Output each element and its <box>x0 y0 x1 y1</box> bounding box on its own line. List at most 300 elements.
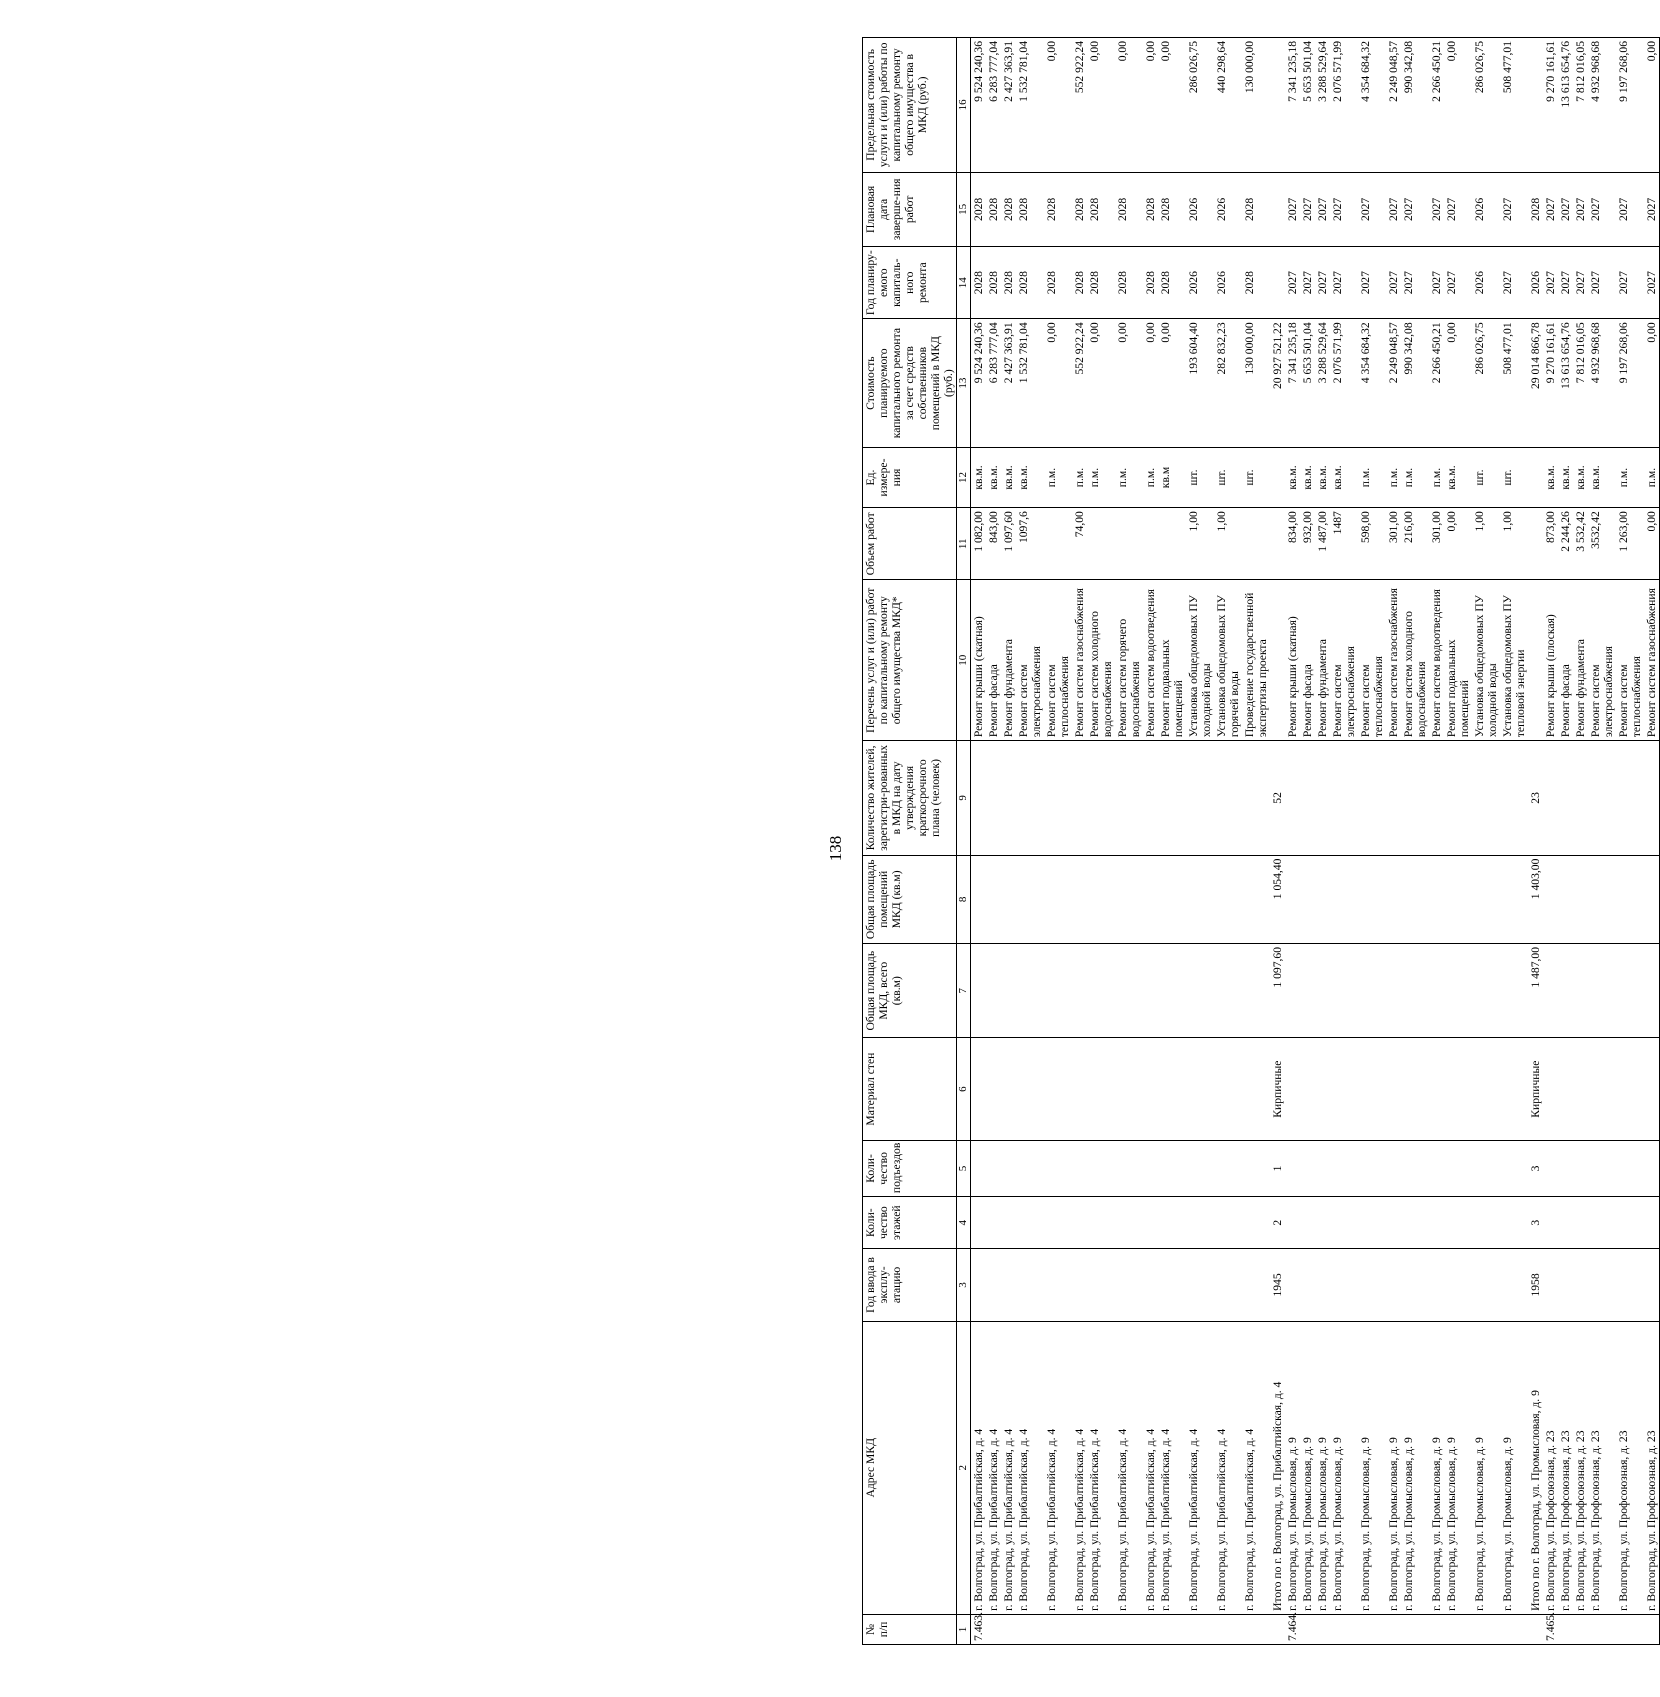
unit-cell: кв.м. <box>1285 447 1300 507</box>
wall-material-cell <box>1186 1038 1214 1140</box>
floors-cell <box>1242 1197 1270 1249</box>
work-volume-cell: 1,00 <box>1500 508 1528 580</box>
row-number-cell <box>1401 1614 1429 1644</box>
row-number-cell <box>1330 1614 1358 1644</box>
max-cost-cell <box>1528 38 1543 173</box>
floors-cell <box>1300 1197 1315 1249</box>
address-cell: г. Волгоград, ул. Прибалтийская, д. 4 <box>1087 1321 1115 1614</box>
table-row <box>1500 38 1528 1645</box>
wall-material-cell: Кирпичные <box>1270 1038 1285 1140</box>
premises-area-cell <box>1072 855 1087 943</box>
year-built-cell <box>1386 1249 1401 1321</box>
row-number-cell <box>1472 1614 1500 1644</box>
premises-area-cell <box>1588 855 1616 943</box>
entrances-cell <box>1087 1140 1115 1196</box>
total-area-cell: 1 097,60 <box>1270 944 1285 1038</box>
work-volume-cell: 834,00 <box>1285 508 1300 580</box>
table-row <box>1401 38 1429 1645</box>
wall-material-cell <box>1143 1038 1158 1140</box>
unit-cell: кв.м. <box>1543 447 1558 507</box>
address-cell: г. Волгоград, ул. Профсоюзная, д. 23 <box>1616 1321 1644 1614</box>
residents-cell <box>1644 741 1660 855</box>
completion-date-cell: 2027 <box>1401 172 1429 246</box>
floors-cell <box>1386 1197 1401 1249</box>
unit-cell: кв.м. <box>971 447 987 507</box>
residents-cell <box>1044 741 1072 855</box>
floors-cell: 2 <box>1270 1197 1285 1249</box>
repair-year-cell: 2028 <box>1115 247 1143 319</box>
floors-cell <box>971 1197 987 1249</box>
unit-cell: п.м. <box>1087 447 1115 507</box>
premises-area-cell <box>971 855 987 943</box>
completion-date-cell: 2028 <box>1072 172 1087 246</box>
residents-cell <box>1616 741 1644 855</box>
year-built-cell <box>1158 1249 1186 1321</box>
column-number: 10 <box>957 580 971 741</box>
entrances-cell <box>1242 1140 1270 1196</box>
year-built-cell <box>1543 1249 1558 1321</box>
table-row <box>1543 38 1558 1645</box>
work-volume-cell: 873,00 <box>1543 508 1558 580</box>
table-row <box>1644 38 1660 1645</box>
completion-date-cell: 2028 <box>1158 172 1186 246</box>
entrances-cell <box>1444 1140 1472 1196</box>
premises-area-cell <box>1472 855 1500 943</box>
planned-cost-cell: 3 288 529,64 <box>1315 319 1330 448</box>
residents-cell <box>1330 741 1358 855</box>
planned-cost-cell: 13 613 654,76 <box>1558 319 1573 448</box>
work-type-cell: Ремонт крыши (скатная) <box>1285 580 1300 741</box>
row-number-cell: 7.464. <box>1285 1614 1300 1644</box>
max-cost-cell: 286 026,75 <box>1186 38 1214 173</box>
floors-cell <box>1315 1197 1330 1249</box>
completion-date-cell: 2027 <box>1386 172 1401 246</box>
residents-cell <box>1115 741 1143 855</box>
address-cell: г. Волгоград, ул. Прибалтийская, д. 4 <box>1143 1321 1158 1614</box>
repair-year-cell <box>1270 247 1285 319</box>
max-cost-cell: 0,00 <box>1115 38 1143 173</box>
planned-cost-cell: 4 354 684,32 <box>1358 319 1386 448</box>
work-volume-cell <box>1270 508 1285 580</box>
header-cell: Ед. измере-ния <box>863 447 957 507</box>
repair-year-cell: 2027 <box>1616 247 1644 319</box>
wall-material-cell <box>971 1038 987 1140</box>
wall-material-cell <box>1386 1038 1401 1140</box>
wall-material-cell <box>1573 1038 1588 1140</box>
wall-material-cell <box>1444 1038 1472 1140</box>
work-volume-cell <box>1087 508 1115 580</box>
entrances-cell <box>1386 1140 1401 1196</box>
unit-cell: кв.м. <box>1558 447 1573 507</box>
total-area-cell <box>1300 944 1315 1038</box>
work-type-cell: Ремонт фундамента <box>1315 580 1330 741</box>
work-volume-cell: 3532,42 <box>1588 508 1616 580</box>
table-row <box>1087 38 1115 1645</box>
work-volume-cell <box>1528 508 1543 580</box>
unit-cell <box>1528 447 1543 507</box>
max-cost-cell <box>1270 38 1285 173</box>
table-row <box>1214 38 1242 1645</box>
work-volume-cell: 1097,6 <box>1016 508 1044 580</box>
repair-year-cell: 2027 <box>1315 247 1330 319</box>
address-cell: г. Волгоград, ул. Прибалтийская, д. 4 <box>1214 1321 1242 1614</box>
address-cell: г. Волгоград, ул. Прибалтийская, д. 4 <box>1044 1321 1072 1614</box>
wall-material-cell <box>986 1038 1001 1140</box>
planned-cost-cell: 282 832,23 <box>1214 319 1242 448</box>
premises-area-cell: 1 054,40 <box>1270 855 1285 943</box>
work-type-cell <box>1528 580 1543 741</box>
header-cell: Материал стен <box>863 1038 957 1140</box>
planned-cost-cell: 2 427 363,91 <box>1001 319 1016 448</box>
floors-cell <box>1573 1197 1588 1249</box>
repair-year-cell: 2026 <box>1472 247 1500 319</box>
work-type-cell: Ремонт систем водоотведения <box>1143 580 1158 741</box>
wall-material-cell <box>1242 1038 1270 1140</box>
total-area-cell <box>1087 944 1115 1038</box>
floors-cell <box>1500 1197 1528 1249</box>
header-cell: Год планиру-емого капиталь-ного ремонта <box>863 247 957 319</box>
unit-cell: шт. <box>1214 447 1242 507</box>
completion-date-cell: 2028 <box>1115 172 1143 246</box>
repair-year-cell: 2026 <box>1214 247 1242 319</box>
year-built-cell <box>1087 1249 1115 1321</box>
table-row <box>1444 38 1472 1645</box>
premises-area-cell <box>1330 855 1358 943</box>
address-cell: г. Волгоград, ул. Профсоюзная, д. 23 <box>1588 1321 1616 1614</box>
floors-cell <box>1087 1197 1115 1249</box>
table-row <box>986 38 1001 1645</box>
repair-year-cell: 2027 <box>1358 247 1386 319</box>
total-area-cell <box>1644 944 1660 1038</box>
repair-year-cell: 2027 <box>1588 247 1616 319</box>
planned-cost-cell: 990 342,08 <box>1401 319 1429 448</box>
header-cell: Плановая дата заверше-ния работ <box>863 172 957 246</box>
floors-cell <box>1558 1197 1573 1249</box>
header-cell: Перечень услуг и (или) работ по капитальному ремонту общего имущества МКД* <box>863 580 957 741</box>
total-area-cell <box>1044 944 1072 1038</box>
entrances-cell <box>1115 1140 1143 1196</box>
repair-year-cell: 2028 <box>1143 247 1158 319</box>
work-type-cell: Ремонт фасада <box>1558 580 1573 741</box>
completion-date-cell: 2028 <box>1001 172 1016 246</box>
repair-year-cell: 2028 <box>986 247 1001 319</box>
premises-area-cell <box>1285 855 1300 943</box>
total-area-cell <box>1285 944 1300 1038</box>
completion-date-cell <box>1270 172 1285 246</box>
address-cell: г. Волгоград, ул. Профсоюзная, д. 23 <box>1558 1321 1573 1614</box>
residents-cell <box>986 741 1001 855</box>
year-built-cell <box>1573 1249 1588 1321</box>
unit-cell: п.м. <box>1072 447 1087 507</box>
wall-material-cell <box>1158 1038 1186 1140</box>
work-type-cell: Ремонт систем холодного водоснабжения <box>1087 580 1115 741</box>
work-type-cell: Проведение государственной экспертизы проекта <box>1242 580 1270 741</box>
work-volume-cell: 1,00 <box>1186 508 1214 580</box>
completion-date-cell: 2027 <box>1616 172 1644 246</box>
table-row <box>1358 38 1386 1645</box>
premises-area-cell <box>1044 855 1072 943</box>
work-type-cell: Установка общедомовых ПУ тепловой энергии <box>1500 580 1528 741</box>
residents-cell <box>1573 741 1588 855</box>
total-area-cell <box>1358 944 1386 1038</box>
table-row <box>1242 38 1270 1645</box>
residents-cell <box>1214 741 1242 855</box>
residents-cell <box>1315 741 1330 855</box>
column-number: 6 <box>957 1038 971 1140</box>
repair-year-cell: 2028 <box>971 247 987 319</box>
work-volume-cell: 2 244,26 <box>1558 508 1573 580</box>
planned-cost-cell: 0,00 <box>1644 319 1660 448</box>
unit-cell: п.м. <box>1358 447 1386 507</box>
max-cost-cell: 1 532 781,04 <box>1016 38 1044 173</box>
work-volume-cell: 0,00 <box>1444 508 1472 580</box>
unit-cell: шт. <box>1500 447 1528 507</box>
repair-year-cell: 2027 <box>1644 247 1660 319</box>
floors-cell <box>1143 1197 1158 1249</box>
residents-cell <box>1588 741 1616 855</box>
entrances-cell <box>1472 1140 1500 1196</box>
work-volume-cell <box>1158 508 1186 580</box>
work-type-cell: Ремонт систем электроснабжения <box>1588 580 1616 741</box>
residents-cell <box>1158 741 1186 855</box>
max-cost-cell: 2 427 363,91 <box>1001 38 1016 173</box>
row-number-cell <box>1115 1614 1143 1644</box>
residents-cell <box>1072 741 1087 855</box>
premises-area-cell <box>1500 855 1528 943</box>
total-area-cell: 1 487,00 <box>1528 944 1543 1038</box>
total-area-cell <box>1588 944 1616 1038</box>
table-row <box>1072 38 1087 1645</box>
planned-cost-cell: 2 076 571,99 <box>1330 319 1358 448</box>
work-type-cell: Ремонт систем газоснабжения <box>1644 580 1660 741</box>
row-number-cell <box>1143 1614 1158 1644</box>
wall-material-cell <box>1429 1038 1444 1140</box>
floors-cell <box>1072 1197 1087 1249</box>
column-number: 11 <box>957 508 971 580</box>
entrances-cell <box>1186 1140 1214 1196</box>
repair-year-cell: 2027 <box>1500 247 1528 319</box>
table-row <box>1429 38 1444 1645</box>
column-number: 14 <box>957 247 971 319</box>
column-number: 9 <box>957 741 971 855</box>
address-cell: г. Волгоград, ул. Промысловая, д. 9 <box>1285 1321 1300 1614</box>
work-volume-cell <box>1143 508 1158 580</box>
floors-cell <box>1016 1197 1044 1249</box>
wall-material-cell <box>1072 1038 1087 1140</box>
max-cost-cell: 2 266 450,21 <box>1429 38 1444 173</box>
floors-cell <box>1543 1197 1558 1249</box>
entrances-cell <box>1143 1140 1158 1196</box>
work-volume-cell: 74,00 <box>1072 508 1087 580</box>
wall-material-cell <box>1330 1038 1358 1140</box>
floors-cell <box>1115 1197 1143 1249</box>
residents-cell <box>1001 741 1016 855</box>
column-number: 3 <box>957 1249 971 1321</box>
completion-date-cell: 2027 <box>1543 172 1558 246</box>
premises-area-cell <box>1543 855 1558 943</box>
repair-year-cell: 2027 <box>1558 247 1573 319</box>
wall-material-cell <box>1300 1038 1315 1140</box>
wall-material-cell <box>1644 1038 1660 1140</box>
completion-date-cell: 2026 <box>1214 172 1242 246</box>
completion-date-cell: 2028 <box>1044 172 1072 246</box>
year-built-cell <box>1300 1249 1315 1321</box>
work-type-cell: Ремонт систем теплоснабжения <box>1358 580 1386 741</box>
floors-cell <box>1044 1197 1072 1249</box>
wall-material-cell <box>1500 1038 1528 1140</box>
year-built-cell <box>1214 1249 1242 1321</box>
premises-area-cell <box>1214 855 1242 943</box>
work-volume-cell: 1,00 <box>1472 508 1500 580</box>
wall-material-cell <box>1087 1038 1115 1140</box>
unit-cell: п.м. <box>1616 447 1644 507</box>
planned-cost-cell: 9 524 240,36 <box>971 319 987 448</box>
planned-cost-cell: 0,00 <box>1444 319 1472 448</box>
premises-area-cell <box>1242 855 1270 943</box>
max-cost-cell: 5 653 501,04 <box>1300 38 1315 173</box>
row-number-cell <box>1429 1614 1444 1644</box>
wall-material-cell <box>1016 1038 1044 1140</box>
entrances-cell <box>1214 1140 1242 1196</box>
entrances-cell <box>1500 1140 1528 1196</box>
header-cell: Коли-чество подъездов <box>863 1140 957 1196</box>
header-cell: Адрес МКД <box>863 1321 957 1614</box>
year-built-cell <box>1358 1249 1386 1321</box>
entrances-cell <box>1016 1140 1044 1196</box>
total-area-cell <box>1573 944 1588 1038</box>
total-area-cell <box>1500 944 1528 1038</box>
work-volume-cell: 3 532,42 <box>1573 508 1588 580</box>
header-cell: Коли-чество этажей <box>863 1197 957 1249</box>
premises-area-cell <box>1573 855 1588 943</box>
completion-date-cell: 2027 <box>1300 172 1315 246</box>
residents-cell <box>1500 741 1528 855</box>
work-volume-cell <box>1044 508 1072 580</box>
table-row <box>1616 38 1644 1645</box>
table-body <box>971 38 1660 1645</box>
premises-area-cell <box>1087 855 1115 943</box>
unit-cell: п.м. <box>1115 447 1143 507</box>
premises-area-cell <box>1315 855 1330 943</box>
work-volume-cell: 301,00 <box>1429 508 1444 580</box>
wall-material-cell <box>1285 1038 1300 1140</box>
floors-cell <box>1158 1197 1186 1249</box>
wall-material-cell <box>1401 1038 1429 1140</box>
address-cell: г. Волгоград, ул. Промысловая, д. 9 <box>1386 1321 1401 1614</box>
completion-date-cell: 2027 <box>1573 172 1588 246</box>
work-volume-cell <box>1242 508 1270 580</box>
premises-area-cell <box>1300 855 1315 943</box>
table-row <box>1588 38 1616 1645</box>
work-volume-cell: 598,00 <box>1358 508 1386 580</box>
entrances-cell: 1 <box>1270 1140 1285 1196</box>
floors-cell <box>1588 1197 1616 1249</box>
max-cost-cell: 4 932 968,68 <box>1588 38 1616 173</box>
residents-cell <box>1444 741 1472 855</box>
repair-year-cell: 2028 <box>1087 247 1115 319</box>
unit-cell: п.м. <box>1401 447 1429 507</box>
residents-cell <box>1300 741 1315 855</box>
repair-year-cell: 2028 <box>1158 247 1186 319</box>
floors-cell <box>986 1197 1001 1249</box>
address-cell: г. Волгоград, ул. Промысловая, д. 9 <box>1401 1321 1429 1614</box>
residents-cell <box>1087 741 1115 855</box>
work-volume-cell <box>1115 508 1143 580</box>
residents-cell <box>1472 741 1500 855</box>
total-area-cell <box>1444 944 1472 1038</box>
total-area-cell <box>1558 944 1573 1038</box>
column-number-row <box>957 38 971 1645</box>
completion-date-cell: 2027 <box>1588 172 1616 246</box>
repair-year-cell: 2028 <box>1044 247 1072 319</box>
work-type-cell: Ремонт фасада <box>986 580 1001 741</box>
table-row <box>1472 38 1500 1645</box>
entrances-cell <box>1588 1140 1616 1196</box>
column-number: 15 <box>957 172 971 246</box>
work-type-cell: Ремонт систем электроснабжения <box>1016 580 1044 741</box>
row-number-cell <box>1270 1614 1285 1644</box>
planned-cost-cell: 7 812 016,05 <box>1573 319 1588 448</box>
total-area-cell <box>1315 944 1330 1038</box>
address-cell: г. Волгоград, ул. Промысловая, д. 9 <box>1472 1321 1500 1614</box>
row-number-cell <box>1573 1614 1588 1644</box>
row-number-cell <box>986 1614 1001 1644</box>
repair-year-cell: 2027 <box>1543 247 1558 319</box>
floors-cell <box>1616 1197 1644 1249</box>
row-number-cell <box>1300 1614 1315 1644</box>
floors-cell <box>1472 1197 1500 1249</box>
entrances-cell: 3 <box>1528 1140 1543 1196</box>
table-row <box>1573 38 1588 1645</box>
total-area-cell <box>1186 944 1214 1038</box>
header-cell: Общая площадь МКД, всего (кв.м) <box>863 944 957 1038</box>
address-cell: г. Волгоград, ул. Прибалтийская, д. 4 <box>1242 1321 1270 1614</box>
max-cost-cell: 0,00 <box>1087 38 1115 173</box>
total-area-cell <box>1001 944 1016 1038</box>
planned-cost-cell: 193 604,40 <box>1186 319 1214 448</box>
max-cost-cell: 2 249 048,57 <box>1386 38 1401 173</box>
premises-area-cell <box>1616 855 1644 943</box>
completion-date-cell: 2028 <box>986 172 1001 246</box>
table-row <box>1143 38 1158 1645</box>
wall-material-cell <box>1358 1038 1386 1140</box>
max-cost-cell: 0,00 <box>1644 38 1660 173</box>
unit-cell: кв.м. <box>1001 447 1016 507</box>
max-cost-cell: 7 341 235,18 <box>1285 38 1300 173</box>
max-cost-cell: 440 298,64 <box>1214 38 1242 173</box>
column-number: 13 <box>957 319 971 448</box>
table-row <box>1558 38 1573 1645</box>
unit-cell: шт. <box>1472 447 1500 507</box>
column-number: 12 <box>957 447 971 507</box>
year-built-cell <box>1330 1249 1358 1321</box>
row-number-cell <box>1214 1614 1242 1644</box>
unit-cell <box>1270 447 1285 507</box>
completion-date-cell: 2026 <box>1472 172 1500 246</box>
total-area-cell <box>1386 944 1401 1038</box>
work-type-cell: Ремонт фундамента <box>1573 580 1588 741</box>
work-type-cell: Ремонт систем водоотведения <box>1429 580 1444 741</box>
residents-cell <box>1285 741 1300 855</box>
table-row <box>1270 38 1285 1645</box>
work-type-cell: Ремонт подвальных помещений <box>1444 580 1472 741</box>
row-number-cell <box>1186 1614 1214 1644</box>
repair-year-cell: 2027 <box>1444 247 1472 319</box>
address-cell: г. Волгоград, ул. Прибалтийская, д. 4 <box>986 1321 1001 1614</box>
max-cost-cell: 0,00 <box>1158 38 1186 173</box>
max-cost-cell: 6 283 777,04 <box>986 38 1001 173</box>
premises-area-cell <box>1016 855 1044 943</box>
